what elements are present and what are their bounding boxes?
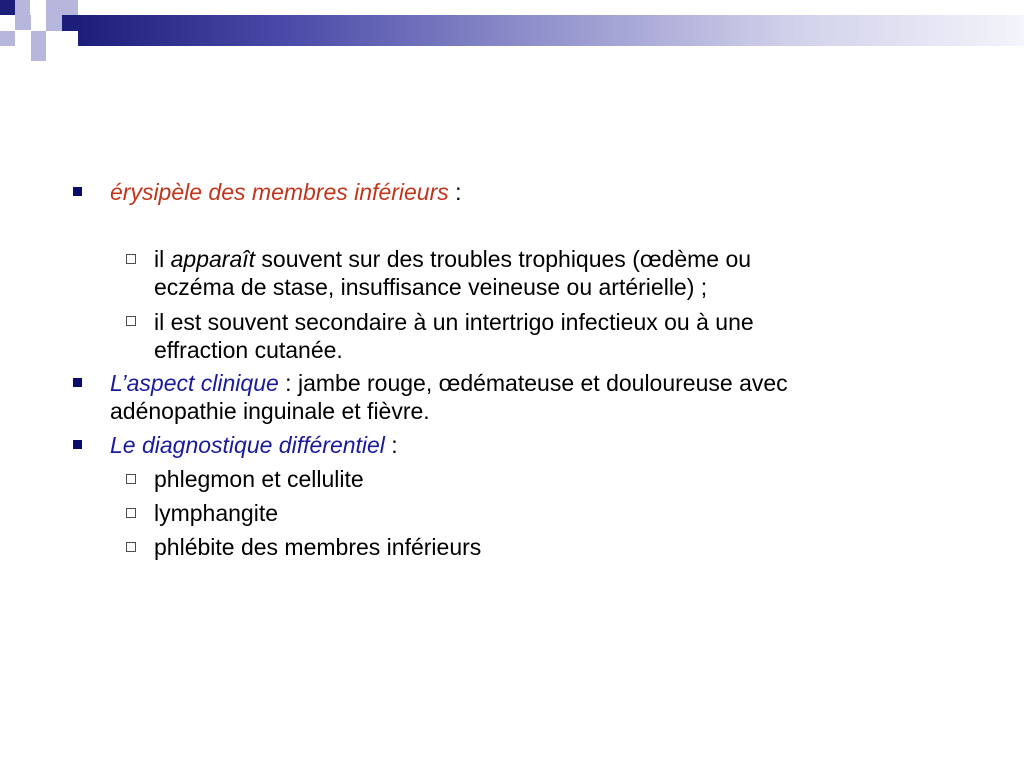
bullet-2-line-1 — [110, 370, 788, 396]
hollow-square-bullet-icon — [126, 316, 136, 326]
square-bullet-icon — [73, 440, 82, 449]
hollow-square-bullet-icon — [126, 254, 136, 264]
bullet-3-rest: : — [384, 432, 398, 458]
sub-1-1-emphasis: apparaît — [170, 246, 256, 272]
square-bullet-icon — [73, 378, 82, 387]
sub-3-1-text: phlegmon et cellulite — [154, 466, 364, 492]
sub-1-1-line-1 — [154, 246, 751, 272]
bullet-2-emphasis: L’aspect clinique — [110, 370, 279, 396]
bullet-1-text — [110, 179, 462, 205]
bullet-1-emphasis: érysipèle des membres inférieurs — [110, 179, 449, 205]
square-bullet-icon — [73, 187, 82, 196]
hollow-square-bullet-icon — [126, 474, 136, 484]
bullet-3-text — [110, 432, 398, 458]
sub-1-1-rest: souvent sur des troubles trophiques (œdème ou — [255, 246, 752, 272]
bullet-2-rest: : jambe rouge, œdémateuse et douloureuse avec — [278, 370, 788, 396]
bullet-1-rest: : — [448, 179, 462, 205]
sub-1-1-line-2: eczéma de stase, insuffisance veineuse ou artérielle) ; — [154, 274, 708, 300]
sub-3-2-text: lymphangite — [154, 500, 279, 526]
hollow-square-bullet-icon — [126, 542, 136, 552]
sub-1-2-line-2: effraction cutanée. — [154, 337, 343, 363]
sub-1-2-line-1: il est souvent secondaire à un intertrigo infectieux ou à une — [154, 309, 754, 335]
bullet-3-emphasis: Le diagnostique différentiel — [110, 432, 385, 458]
hollow-square-bullet-icon — [126, 508, 136, 518]
sub-3-3-text: phlébite des membres inférieurs — [154, 534, 482, 560]
bullet-2-line-2: adénopathie inguinale et fièvre. — [110, 398, 430, 424]
sub-1-1-pre: il — [154, 246, 171, 272]
